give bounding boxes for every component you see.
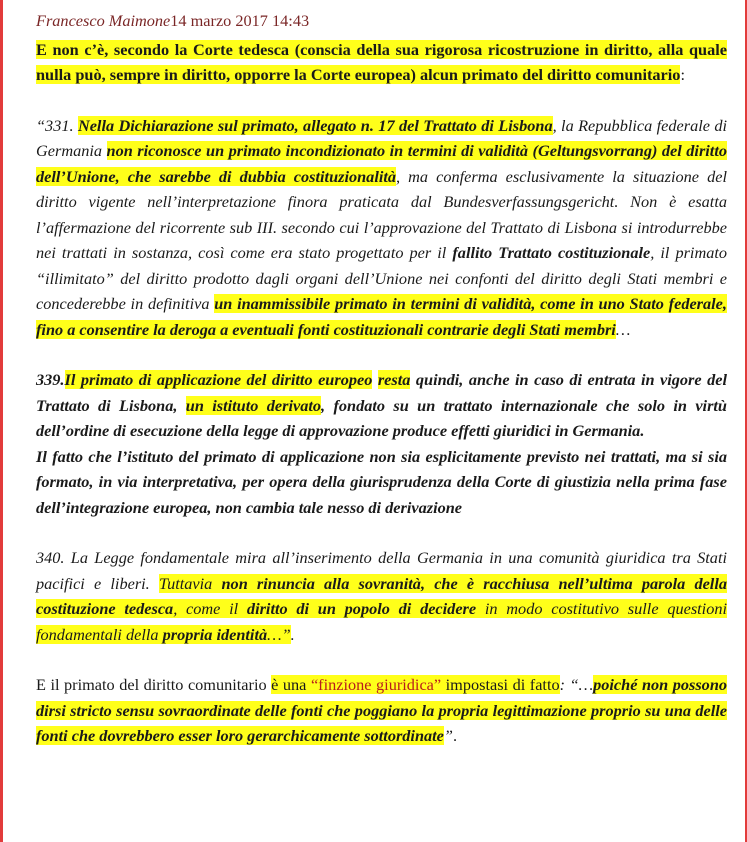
comment-author[interactable]: Francesco Maimone (36, 11, 171, 30)
final-s6: poiché non possono dirsi stricto sensu sovraordinate delle fonti che poggiano la propria legittimazione proprio su una delle fonti che dovrebbero esser loro gerarchicamente sottordinate (36, 675, 728, 745)
final-s7: ” (443, 726, 453, 745)
quote-339-s8: solo in virtù dell’ordine di esecuzione della legge di approvazione produce effetti giuridici in Germania. (36, 395, 727, 440)
quote-331-s7: , il primato “illimitato” del diritto prodotto dagli organi dell’Unione nei confonti del diritto degli Stati membri e concederebbe in definitiva (36, 243, 728, 313)
quote-340-s4: , come il (173, 599, 247, 618)
quote-340-s5: diritto di un popolo di decidere (246, 599, 477, 618)
comment-header (36, 8, 727, 34)
final-s3: “finzione giuridica” (310, 675, 442, 694)
final-s2: è una (271, 675, 311, 694)
quote-339-s1: 339. (36, 370, 65, 389)
quote-340-s3: non rinuncia alla sovranità, che è racchiusa nell’ultima parola della costituzione tedesca (36, 573, 727, 618)
quote-331-s8: un inammissibile primato in termini di validità, come in uno Stato federale, fino a consentire la deroga a eventuali fonti costituzionali contrarie degli Stati membri (36, 294, 727, 339)
quote-331-s3: , la Repubblica federale di Germania (36, 115, 728, 160)
quote-331 (36, 113, 727, 343)
quote-339 (36, 367, 727, 444)
quote-339-s6: un istituto derivato (185, 395, 322, 415)
quote-340-s7: propria identità (162, 624, 268, 644)
intro-text: E non c’è, secondo la Corte tedesca (conscia della sua rigorosa ricostruzione in diritto, alla quale nulla può, sempre in diritto, opporre la Corte europea) alcun primato del diritto comunitario (36, 39, 727, 84)
quote-331-s5: , ma conferma esclusivamente la situazione del diritto vigente nell’interpretazione finora praticata dal Bundesverfassungsgericht. Non è esatta l’affermazione del ricorrente sub III. secondo cui l’approvazione del Trattato di Lisbona si introdurrebbe nei trattati in sostanza, così come era stato progettato per il (36, 166, 727, 262)
quote-331-s9: … (615, 319, 631, 339)
comment (36, 8, 727, 749)
quote-340-s9: . (290, 624, 295, 644)
quote-340-s6: in modo costitutivo sulle questioni fondamentali della (36, 599, 728, 644)
final-paragraph (36, 672, 727, 749)
quote-339-s3 (372, 370, 377, 389)
quote-340-s2: Tuttavia (158, 573, 222, 593)
quote-339-s4: resta (377, 370, 411, 389)
quote-340 (36, 545, 727, 647)
final-s4: impostasi di fatto (441, 675, 560, 694)
final-s5: : “… (559, 675, 594, 694)
quote-339-s7: , fondato su un trattato internazionale che (321, 395, 638, 415)
intro-paragraph (36, 37, 727, 88)
intro-colon: : (680, 65, 685, 84)
quote-339-s9: Il fatto che l’istituto del primato di applicazione non sia esplicitamente previsto nei trattati, ma si sia formato, in via interpretativa, per opera della giurisprudenza della Corte di giustizia nella prima fase dell’integrazione europea, non cambia tale nesso di derivazione (36, 446, 727, 517)
quote-331-s6: fallito Trattato costituzionale (452, 243, 651, 262)
quote-340-s1: 340. La Legge fondamentale mira all’inserimento della Germania in una comunità giuridica tra Stati pacifici e liberi. (36, 548, 727, 593)
left-border (0, 0, 3, 842)
quote-331-s1: “331. (36, 115, 78, 135)
quote-339-continued (36, 444, 727, 521)
comment-date[interactable]: 14 marzo 2017 14:43 (170, 11, 310, 30)
quote-339-s5: quindi, anche in caso di entrata in vigore del Trattato di Lisbona, (36, 370, 727, 415)
final-s1: E il primato del diritto comunitario (36, 675, 272, 694)
final-s8: . (452, 726, 458, 745)
quote-331-s2: Nella Dichiarazione sul primato, allegato n. 17 del Trattato di Lisbona (77, 115, 553, 135)
quote-331-s4: non riconosce un primato incondizionato in termini di validità (Geltungsvorrang) del diritto dell’Unione, che sarebbe di dubbia costituzionalità (36, 141, 727, 186)
quote-339-s2: Il primato di applicazione del diritto europeo (64, 370, 373, 389)
quote-340-s8: …” (267, 624, 291, 644)
